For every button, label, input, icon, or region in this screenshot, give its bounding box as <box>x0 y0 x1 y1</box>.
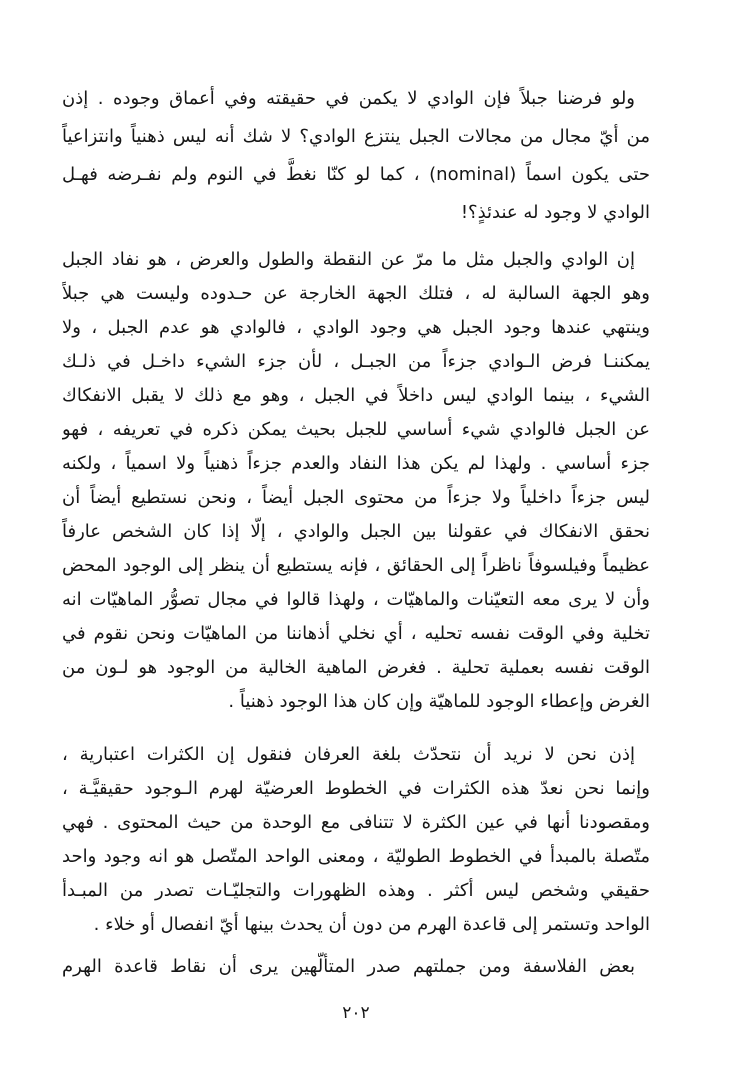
text-line: وهو الجهة السالبة له ، فتلك الجهة الخارجة عن حـدوده وليست هي جبلاً <box>62 283 650 304</box>
text-line: وينتهي عندها وجود الجبل هي وجود الوادي ، فالوادي هو عدم الجبل ، ولا <box>62 317 650 338</box>
text-line: الشيء ، بينما الوادي ليس داخلاً في الجبل ، وهو مع ذلك لا يقبل الانفكاك <box>62 385 650 406</box>
text-line: عن الجبل فالوادي شيء أساسي للجبل بحيث يمكن ذكره في تعريفه ، فهو <box>62 419 650 440</box>
paragraph <box>62 80 650 232</box>
text-line: ولو فرضنا جبلاً فإن الوادي لا يكمن في حقيقته وفي أعماق وجوده . إذن <box>62 88 635 109</box>
text-block <box>62 80 650 984</box>
text-line: ليس جزءاً داخلياً ولا جزءاً من محتوى الجبل أيضاً ، ونحن نستطيع أيضاً أن <box>62 487 650 508</box>
text-line: يمكننـا فرض الـوادي جزءاً من الجبـل ، لأن جزء الشيء داخـل في ذلـك <box>62 351 650 372</box>
text-line: الغرض وإعطاء الوجود للماهيّة وإن كان هذا الوجود ذهنياً . <box>228 691 650 712</box>
text-line: من أيّ مجال من مجالات الجبل ينتزع الوادي؟ لا شك أنه ليس ذهنياً وانتزاعياً <box>62 126 650 147</box>
page-number: ٢٠٢ <box>342 1003 370 1023</box>
text-line: الوقت نفسه بعملية تحلية . فغرض الماهية الخالية من الوجود هو لـون من <box>62 657 650 678</box>
text-line: تخلية وفي الوقت نفسه تحليه ، أي نخلي أذهاننا من الماهيّات ونحن نقوم في <box>62 623 650 644</box>
text-line: عظيماً وفيلسوفاً ناظراً إلى الحقائق ، فإنه يستطيع أن ينظر إلى الوجود المحض <box>62 555 650 576</box>
text-line: الوادي لا وجود له عندئذٍ؟! <box>460 202 650 223</box>
text-line: حقيقي وشخص ليس أكثر . وهذه الظهورات والتجليّـات تصدر من المبـدأ <box>62 880 650 901</box>
text-line: الواحد وتستمر إلى قاعدة الهرم من دون أن يحدث بينها أيّ انفصال أو خلاء . <box>93 914 650 935</box>
text-line: بعض الفلاسفة ومن جملتهم صدر المتألّهين يرى أن نقاط قاعدة الهرم <box>62 956 635 977</box>
text-line: متّصلة بالمبدأ في الخطوط الطوليّة ، ومعنى الواحد المتّصل هو انه وجود واحد <box>62 846 650 867</box>
text-line: حتى يكون اسماً (nominal) ، كما لو كنّا نغطَّ في النوم ولم نفـرضه فهـل <box>62 164 650 185</box>
paragraph <box>62 738 650 942</box>
text-line: نحقق الانفكاك في عقولنا بين الجبل والوادي ، إلّا إذا كان الشخص عارفاً <box>62 521 650 542</box>
text-line: ومقصودنا أنها في عين الكثرة لا تتنافى مع الوحدة من حيث المحتوى . فهي <box>62 812 650 833</box>
text-line: وأن لا يرى معه التعيّنات والماهيّات ، ولهذا قالوا في مجال تصوُّر الماهيّات انه <box>62 589 650 610</box>
text-line: إن الوادي والجبل مثل ما مرّ عن النقطة والطول والعرض ، هو نفاد الجبل <box>62 249 635 270</box>
paragraph <box>62 243 650 719</box>
text-line: وإنما نحن نعدّ هذه الكثرات في الخطوط العرضيّة لهرم الـوجود حقيقيَّـة ، <box>62 778 650 799</box>
paragraph <box>62 950 650 984</box>
text-line: إذن نحن لا نريد أن نتحدّث بلغة العرفان فنقول إن الكثرات اعتبارية ، <box>62 744 635 765</box>
text-line: جزء أساسي . ولهذا لم يكن هذا النفاد والعدم جزءاً ذهنياً ولا اسمياً ، ولكنه <box>62 453 650 474</box>
